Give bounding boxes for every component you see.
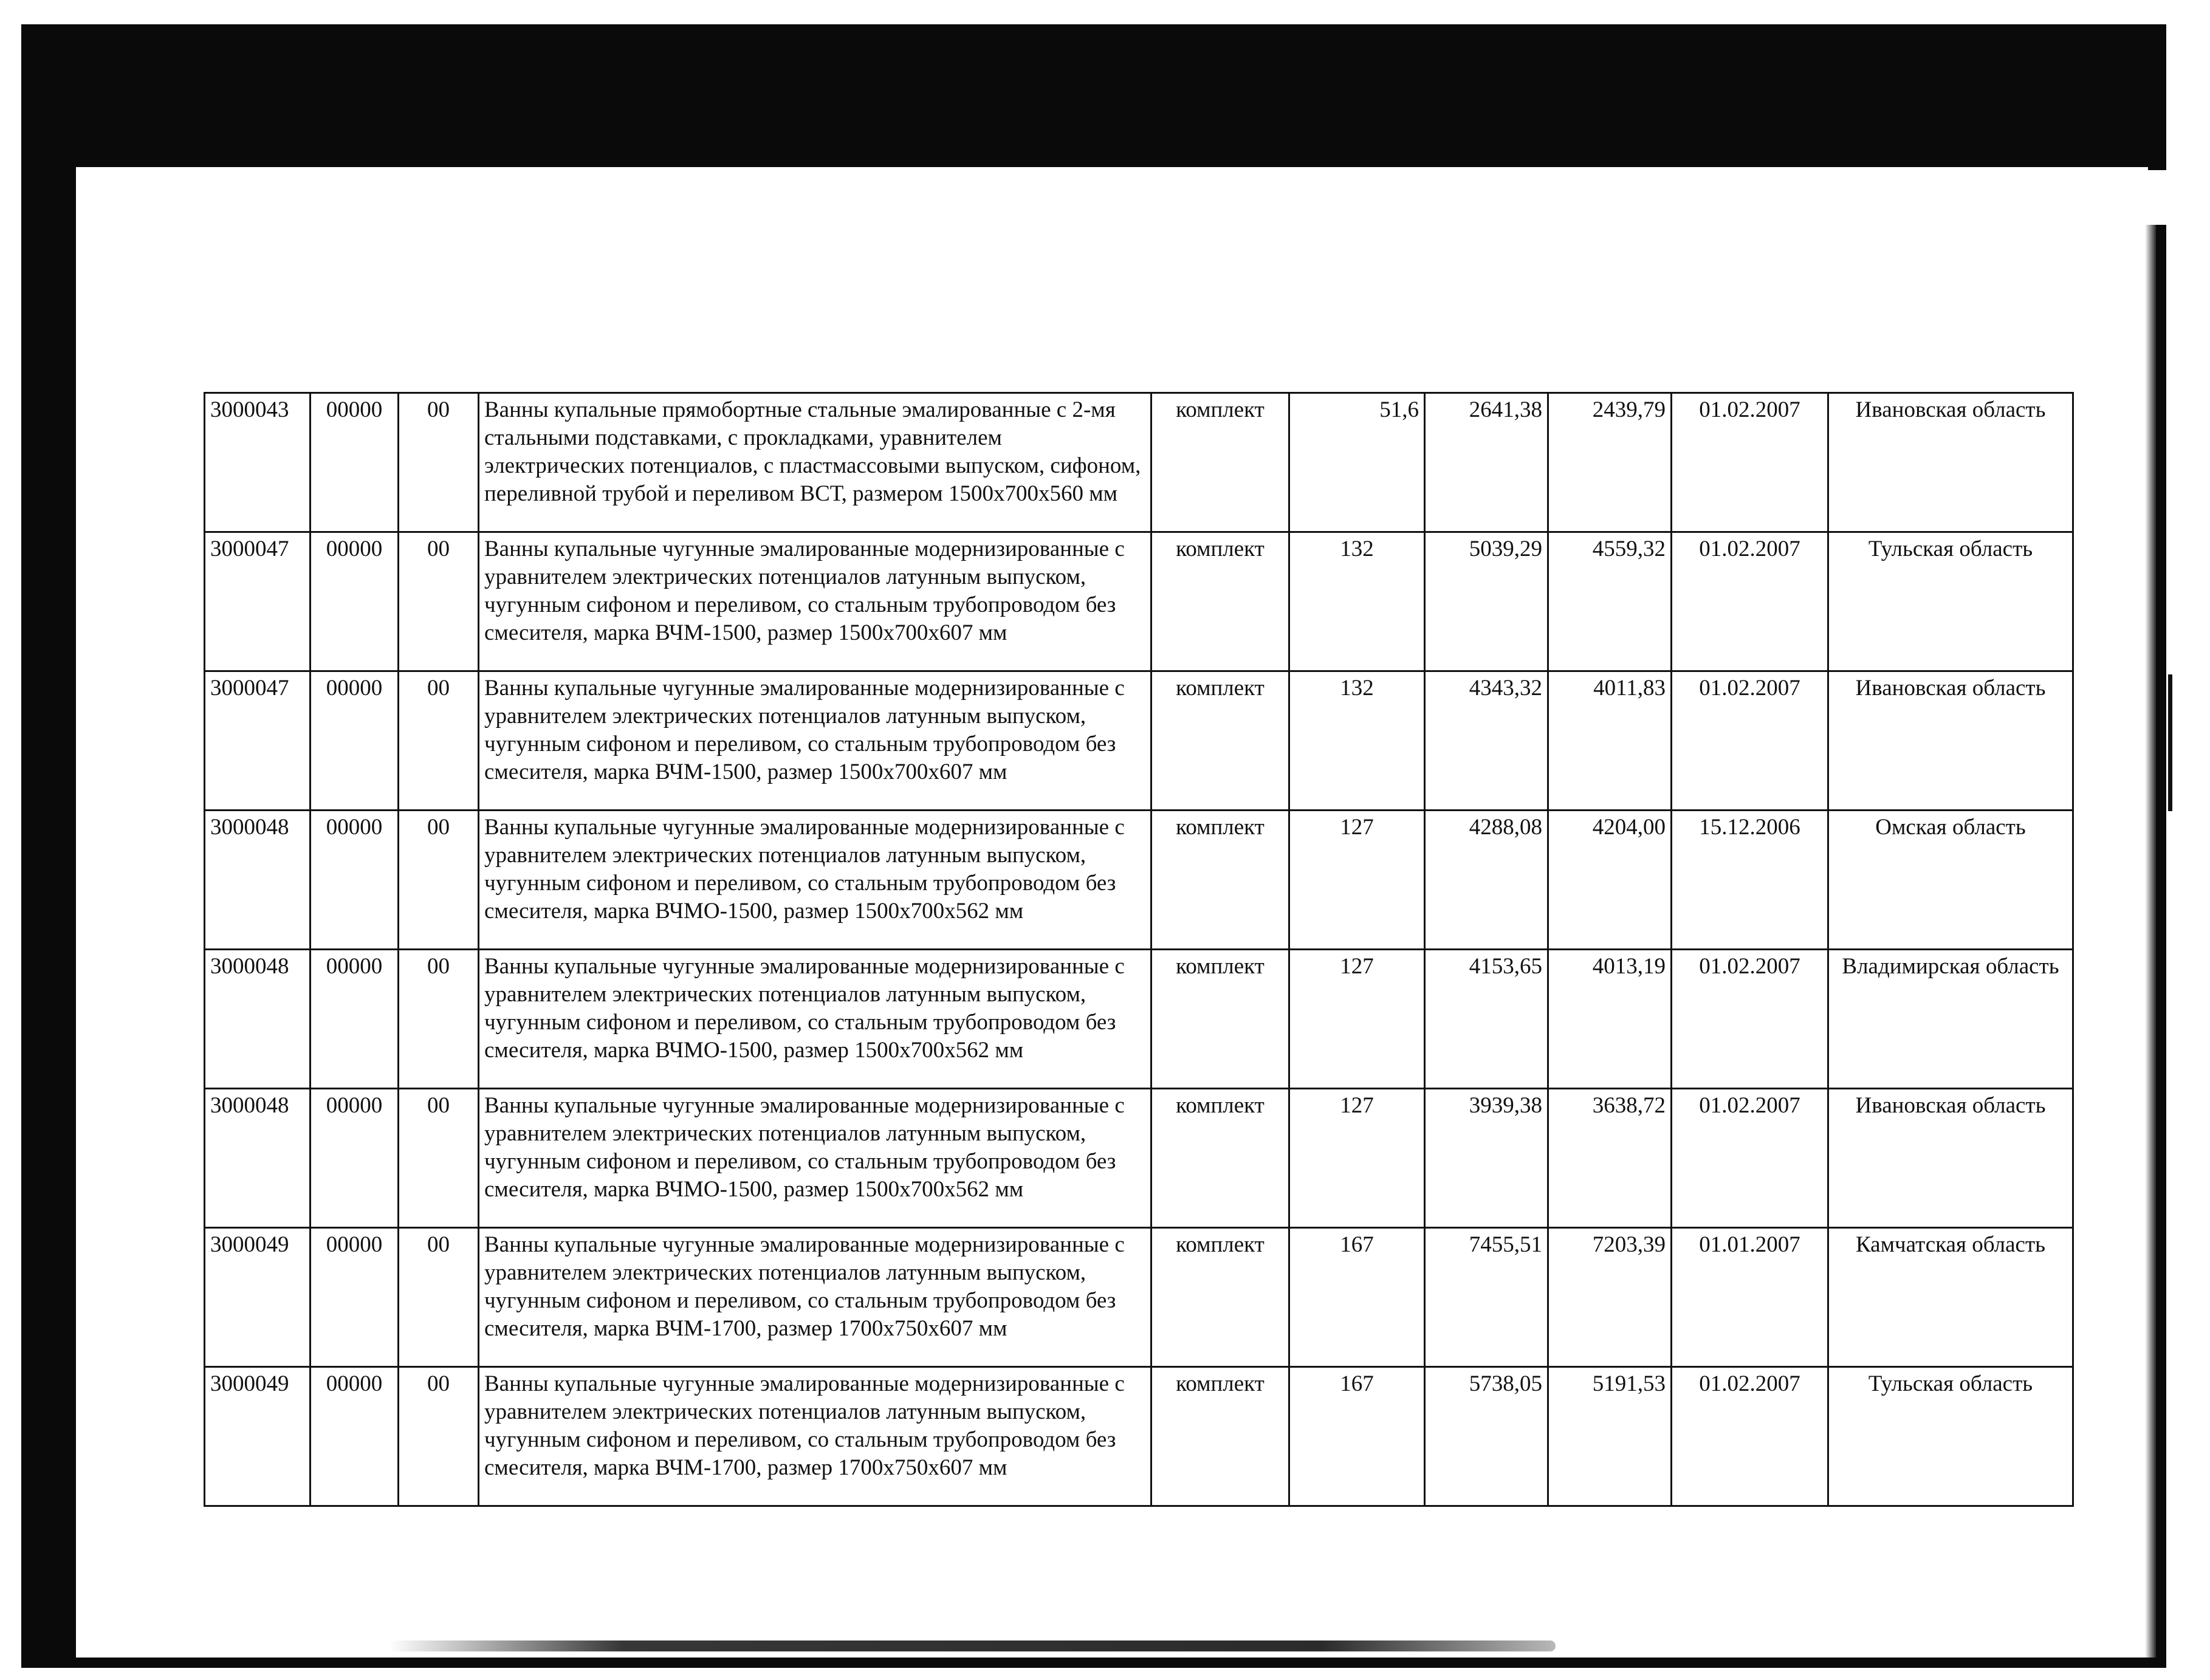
cell-price-1: 2641,38 bbox=[1425, 393, 1548, 532]
cell-price-1: 7455,51 bbox=[1425, 1228, 1548, 1367]
table-row bbox=[205, 393, 2073, 532]
cell-subcode2: 00 bbox=[399, 671, 479, 811]
cell-unit: комплект bbox=[1151, 671, 1289, 811]
cell-price-2: 5191,53 bbox=[1548, 1367, 1672, 1506]
scan-border-right bbox=[2156, 225, 2166, 1658]
cell-subcode: 00000 bbox=[311, 532, 399, 671]
cell-quantity: 51,6 bbox=[1289, 393, 1425, 532]
table-row bbox=[205, 1367, 2073, 1506]
cell-code: 3000049 bbox=[205, 1367, 311, 1506]
scan-smudge bbox=[389, 1641, 1556, 1651]
cell-date: 01.02.2007 bbox=[1672, 671, 1828, 811]
cell-price-2: 4559,32 bbox=[1548, 532, 1672, 671]
cell-quantity: 127 bbox=[1289, 811, 1425, 950]
cell-region: Омская область bbox=[1828, 811, 2073, 950]
cell-description: Ванны купальные чугунные эмалированные модернизированные с уравнителем электрических потенциалов латунным выпуском, чугунным сифоном и переливом, со стальным трубопроводом без смесителя, марка ВЧМ-1700, размер 1700x750x607 мм bbox=[479, 1228, 1151, 1367]
cell-code: 3000047 bbox=[205, 671, 311, 811]
cell-price-2: 4204,00 bbox=[1548, 811, 1672, 950]
cell-date: 01.01.2007 bbox=[1672, 1228, 1828, 1367]
cell-unit: комплект bbox=[1151, 950, 1289, 1089]
price-table bbox=[204, 392, 2074, 1507]
cell-date: 01.02.2007 bbox=[1672, 532, 1828, 671]
cell-quantity: 167 bbox=[1289, 1228, 1425, 1367]
cell-date: 15.12.2006 bbox=[1672, 811, 1828, 950]
cell-price-2: 4011,83 bbox=[1548, 671, 1672, 811]
cell-code: 3000048 bbox=[205, 1089, 311, 1228]
cell-quantity: 132 bbox=[1289, 671, 1425, 811]
scan-border-top bbox=[21, 24, 2166, 167]
scan-mark bbox=[2168, 674, 2172, 811]
cell-subcode2: 00 bbox=[399, 393, 479, 532]
cell-code: 3000043 bbox=[205, 393, 311, 532]
cell-code: 3000048 bbox=[205, 811, 311, 950]
cell-subcode2: 00 bbox=[399, 1089, 479, 1228]
cell-description: Ванны купальные чугунные эмалированные модернизированные с уравнителем электрических потенциалов латунным выпуском, чугунным сифоном и переливом, со стальным трубопроводом без смесителя, марка ВЧМО-1500, размер 1500x700x562 мм bbox=[479, 1089, 1151, 1228]
cell-subcode: 00000 bbox=[311, 1367, 399, 1506]
cell-subcode2: 00 bbox=[399, 532, 479, 671]
cell-description: Ванны купальные чугунные эмалированные модернизированные с уравнителем электрических потенциалов латунным выпуском, чугунным сифоном и переливом, со стальным трубопроводом без смесителя, марка ВЧМ-1500, размер 1500x700x607 мм bbox=[479, 671, 1151, 811]
cell-unit: комплект bbox=[1151, 1367, 1289, 1506]
cell-region: Камчатская область bbox=[1828, 1228, 2073, 1367]
cell-subcode: 00000 bbox=[311, 1228, 399, 1367]
table-row bbox=[205, 532, 2073, 671]
cell-unit: комплект bbox=[1151, 1228, 1289, 1367]
cell-code: 3000049 bbox=[205, 1228, 311, 1367]
cell-description: Ванны купальные чугунные эмалированные модернизированные с уравнителем электрических потенциалов латунным выпуском, чугунным сифоном и переливом, со стальным трубопроводом без смесителя, марка ВЧМ-1500, размер 1500x700x607 мм bbox=[479, 532, 1151, 671]
cell-unit: комплект bbox=[1151, 1089, 1289, 1228]
cell-region: Тульская область bbox=[1828, 532, 2073, 671]
cell-subcode2: 00 bbox=[399, 950, 479, 1089]
cell-price-1: 5738,05 bbox=[1425, 1367, 1548, 1506]
table-row bbox=[205, 1089, 2073, 1228]
cell-description: Ванны купальные чугунные эмалированные модернизированные с уравнителем электрических потенциалов латунным выпуском, чугунным сифоном и переливом, со стальным трубопроводом без смесителя, марка ВЧМО-1500, размер 1500x700x562 мм bbox=[479, 811, 1151, 950]
cell-subcode: 00000 bbox=[311, 671, 399, 811]
cell-subcode2: 00 bbox=[399, 811, 479, 950]
table-body bbox=[205, 393, 2073, 1506]
scan-margin-top bbox=[0, 0, 2210, 24]
cell-subcode: 00000 bbox=[311, 393, 399, 532]
cell-description: Ванны купальные прямобортные стальные эмалированные с 2-мя стальными подставками, с прокладками, уравнителем электрических потенциалов, с пластмассовыми выпуском, сифоном, переливной трубой и переливом ВСТ, размером 1500x700x560 мм bbox=[479, 393, 1151, 532]
table-row bbox=[205, 671, 2073, 811]
cell-description: Ванны купальные чугунные эмалированные модернизированные с уравнителем электрических потенциалов латунным выпуском, чугунным сифоном и переливом, со стальным трубопроводом без смесителя, марка ВЧМО-1500, размер 1500x700x562 мм bbox=[479, 950, 1151, 1089]
cell-price-1: 4288,08 bbox=[1425, 811, 1548, 950]
cell-date: 01.02.2007 bbox=[1672, 393, 1828, 532]
cell-code: 3000048 bbox=[205, 950, 311, 1089]
cell-description: Ванны купальные чугунные эмалированные модернизированные с уравнителем электрических потенциалов латунным выпуском, чугунным сифоном и переливом, со стальным трубопроводом без смесителя, марка ВЧМ-1700, размер 1700x750x607 мм bbox=[479, 1367, 1151, 1506]
table-row bbox=[205, 811, 2073, 950]
cell-price-2: 4013,19 bbox=[1548, 950, 1672, 1089]
cell-price-1: 4153,65 bbox=[1425, 950, 1548, 1089]
cell-subcode: 00000 bbox=[311, 950, 399, 1089]
cell-price-2: 7203,39 bbox=[1548, 1228, 1672, 1367]
cell-quantity: 167 bbox=[1289, 1367, 1425, 1506]
cell-date: 01.02.2007 bbox=[1672, 1367, 1828, 1506]
cell-price-1: 3939,38 bbox=[1425, 1089, 1548, 1228]
cell-price-1: 4343,32 bbox=[1425, 671, 1548, 811]
cell-subcode2: 00 bbox=[399, 1228, 479, 1367]
cell-unit: комплект bbox=[1151, 811, 1289, 950]
cell-region: Ивановская область bbox=[1828, 393, 2073, 532]
cell-price-1: 5039,29 bbox=[1425, 532, 1548, 671]
scan-border-left bbox=[21, 24, 76, 1668]
cell-unit: комплект bbox=[1151, 532, 1289, 671]
cell-quantity: 127 bbox=[1289, 950, 1425, 1089]
cell-subcode: 00000 bbox=[311, 1089, 399, 1228]
cell-date: 01.02.2007 bbox=[1672, 1089, 1828, 1228]
scan-border-bottom bbox=[21, 1658, 2166, 1668]
cell-subcode2: 00 bbox=[399, 1367, 479, 1506]
cell-quantity: 127 bbox=[1289, 1089, 1425, 1228]
table-row bbox=[205, 1228, 2073, 1367]
cell-region: Владимирская область bbox=[1828, 950, 2073, 1089]
page-edge-shadow bbox=[2145, 225, 2156, 1658]
table-row bbox=[205, 950, 2073, 1089]
cell-region: Ивановская область bbox=[1828, 1089, 2073, 1228]
cell-price-2: 2439,79 bbox=[1548, 393, 1672, 532]
cell-subcode: 00000 bbox=[311, 811, 399, 950]
cell-region: Тульская область bbox=[1828, 1367, 2073, 1506]
cell-code: 3000047 bbox=[205, 532, 311, 671]
cell-date: 01.02.2007 bbox=[1672, 950, 1828, 1089]
cell-region: Ивановская область bbox=[1828, 671, 2073, 811]
cell-price-2: 3638,72 bbox=[1548, 1089, 1672, 1228]
cell-unit: комплект bbox=[1151, 393, 1289, 532]
cell-quantity: 132 bbox=[1289, 532, 1425, 671]
